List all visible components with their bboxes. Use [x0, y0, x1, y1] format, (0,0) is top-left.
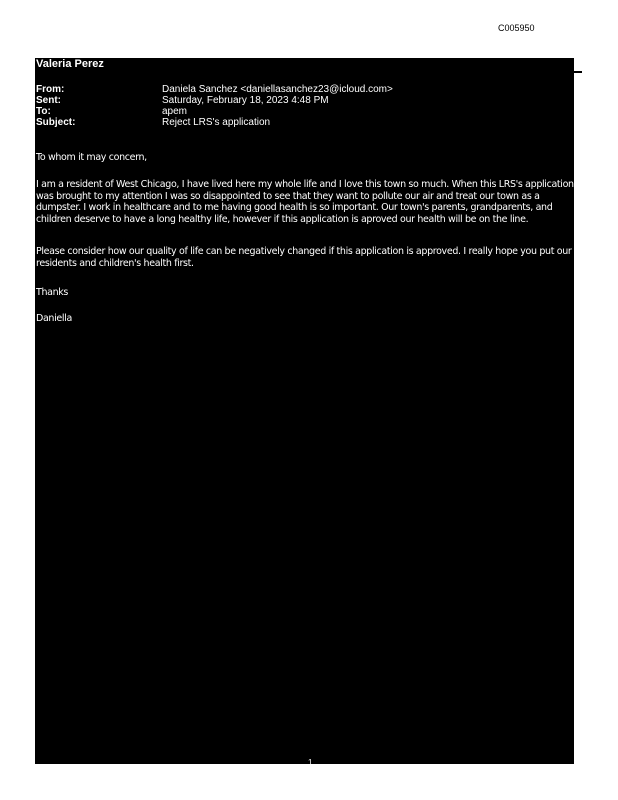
closing-text: Thanks	[36, 287, 69, 298]
paragraph-text: Please consider how our quality of life can be negatively changed if this application is approved. I really hope you put our residents and children's health first.	[36, 246, 572, 269]
sent-label: Sent:	[36, 95, 61, 106]
subject-value: Reject LRS's application	[162, 117, 271, 128]
redacted-page-area	[35, 58, 574, 764]
to-value: apem	[162, 106, 188, 117]
to-label: To:	[36, 106, 51, 117]
email-salutation	[36, 152, 576, 164]
page-number: 1	[308, 758, 313, 767]
from-value: Daniela Sanchez <daniellasanchez23@icloud.com>	[162, 84, 393, 95]
from-label: From:	[36, 84, 65, 95]
signature-text: Daniella	[36, 313, 72, 324]
bates-number: C005950	[498, 23, 535, 33]
email-paragraph-1	[36, 179, 576, 225]
salutation-text: To whom it may concern,	[36, 152, 147, 163]
subject-label: Subject:	[36, 117, 76, 128]
sender-name: Valeria Perez	[36, 58, 104, 70]
header-rule	[35, 71, 582, 73]
paragraph-text: I am a resident of West Chicago, I have lived here my whole life and I love this town so much. When this LRS's application was brought to my attention I was so disappointed to see that they want to pollute our air and treat our town as a dumpster. I work in healthcare and to me having good health is so important. Our town's parents, grandparents, and children deserve to have a long healthy life, however if this application is aproved our health will be on the line.	[36, 179, 574, 225]
email-paragraph-2	[36, 246, 576, 269]
email-closing	[36, 287, 576, 299]
sent-value: Saturday, February 18, 2023 4:48 PM	[162, 95, 329, 106]
email-signature	[36, 313, 576, 325]
